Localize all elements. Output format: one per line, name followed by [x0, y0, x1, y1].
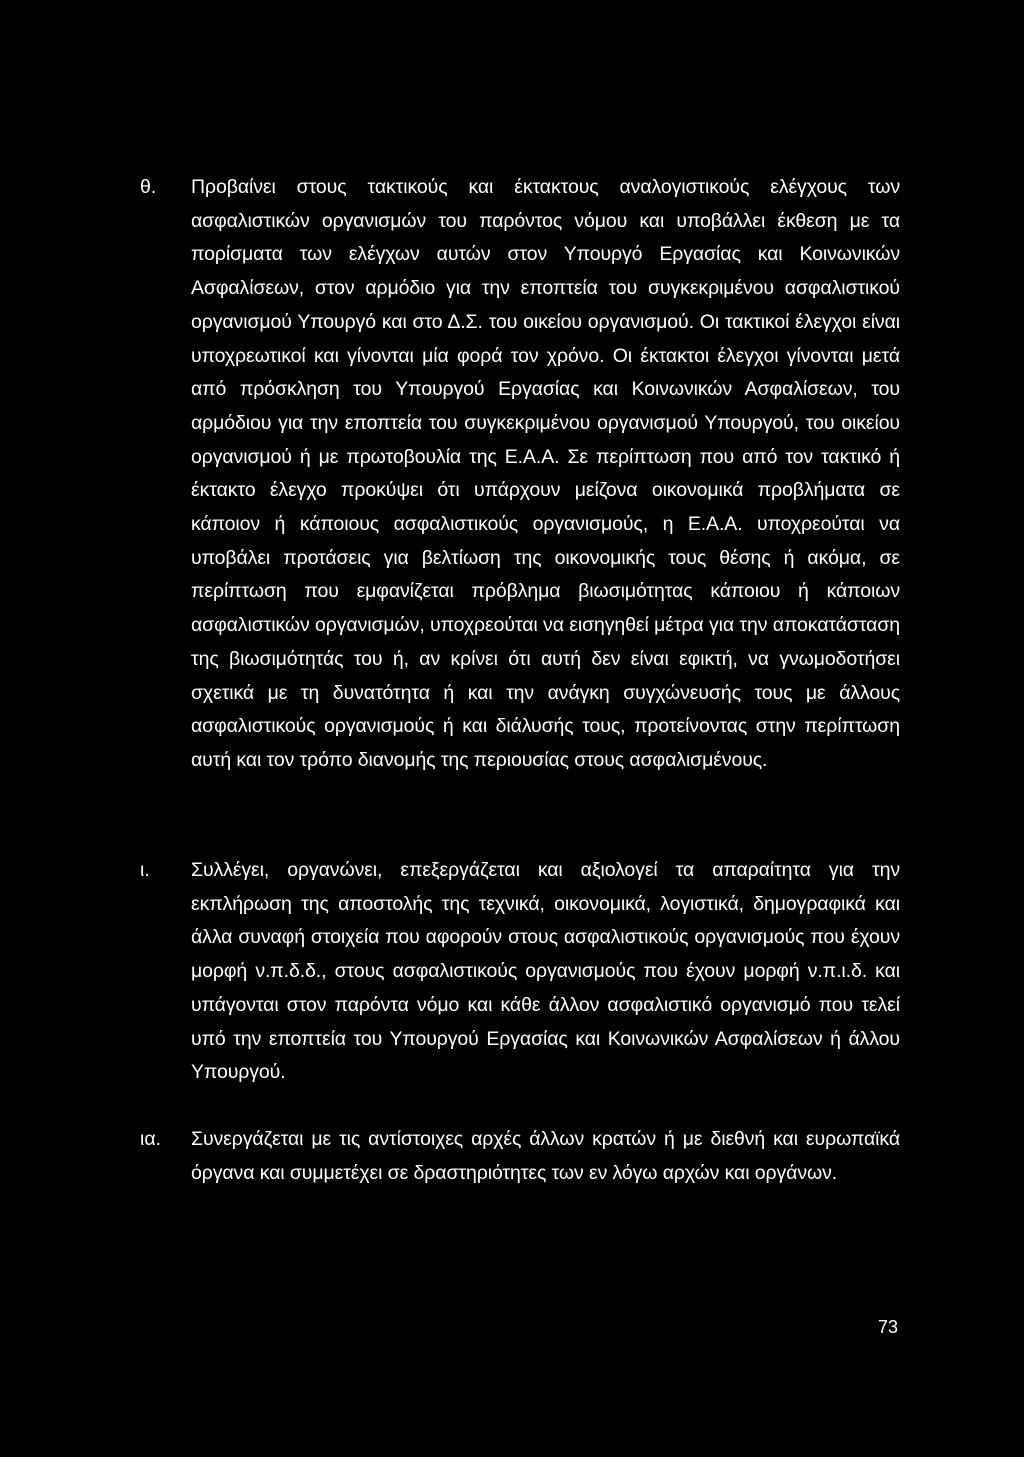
list-item-marker: θ. [140, 176, 157, 198]
list-item-ia [140, 1123, 900, 1233]
list-item-text: Προβαίνει στους τακτικούς και έκτακτους αναλογιστικούς ελέγχους των ασφαλιστικών οργανισμών του παρόντος νόμου και υποβάλλει έκθεση με τα πορίσματα των ελέγχων αυτών στον Υπουργό Εργασίας και Κοινωνικών Ασφαλίσεων, στον αρμόδιο για την εποπτεία του συγκεκριμένου ασφαλιστικού οργανισμού Υπουργό και στο Δ.Σ. του οικείου οργανισμού. Οι τακτικοί έλεγχοι είναι υποχρεωτικοί και γίνονται μία φορά τον χρόνο. Οι έκτακτοι έλεγχοι γίνονται μετά από πρόσκληση του Υπουργού Εργασίας και Κοινωνικών Ασφαλίσεων, του αρμόδιου για την εποπτεία του συγκεκριμένου οργανισμού Υπουργού, του οικείου οργανισμού ή με πρωτοβουλία της Ε.Α.Α. Σε περίπτωση που από τον τακτικό ή έκτακτο έλεγχο προκύψει ότι υπάρχουν μείζονα οικονομικά προβλήματα σε κάποιον ή κάποιους ασφαλιστικούς οργανισμούς, η Ε.Α.Α. υποχρεούται να υποβάλει προτάσεις για βελτίωση της οικονομικής τους θέσης ή ακόμα, σε περίπτωση που εμφανίζεται πρόβλημα βιωσιμότητας κάποιου ή κάποιων ασφαλιστικών οργανισμών, υποχρεούται να εισηγηθεί μέτρα για την αποκατάσταση της βιωσιμότητάς του ή, αν κρίνει ότι αυτή δεν είναι εφικτή, να γνωμοδοτήσει σχετικά με τη δυνατότητα ή και την ανάγκη συγχώνευσής τους με άλλους ασφαλιστικούς οργανισμούς ή και διάλυσής τους, προτείνοντας στην περίπτωση αυτή και τον τρόπο διανομής της περιουσίας στους ασφαλισμένους. [191, 176, 900, 771]
list-item-text: Συνεργάζεται με τις αντίστοιχες αρχές άλλων κρατών ή με διεθνή και ευρωπαϊκά όργανα και συμμετέχει σε δραστηριότητες των εν λόγω αρχών και οργάνων. [191, 1128, 900, 1184]
list-item-marker: ια. [140, 1128, 162, 1150]
list-item-marker: ι. [140, 859, 150, 881]
list-item-text: Συλλέγει, οργανώνει, επεξεργάζεται και αξιολογεί τα απαραίτητα για την εκπλήρωση της αποστολής της τεχνικά, οικονομικά, λογιστικά, δημογραφικά και άλλα συναφή στοιχεία που αφορούν στους ασφαλιστικούς οργανισμούς που έχουν μορφή ν.π.δ.δ., στους ασφαλιστικούς οργανισμούς που έχουν μορφή ν.π.ι.δ. και υπάγονται στον παρόντα νόμο και κάθε άλλον ασφαλιστικό οργανισμό που τελεί υπό την εποπτεία του Υπουργού Εργασίας και Κοινωνικών Ασφαλίσεων ή άλλου Υπουργού. [191, 859, 900, 1084]
list-item-theta [140, 171, 900, 831]
list-item-iota [140, 854, 900, 1104]
page-number: 73 [877, 1317, 898, 1337]
